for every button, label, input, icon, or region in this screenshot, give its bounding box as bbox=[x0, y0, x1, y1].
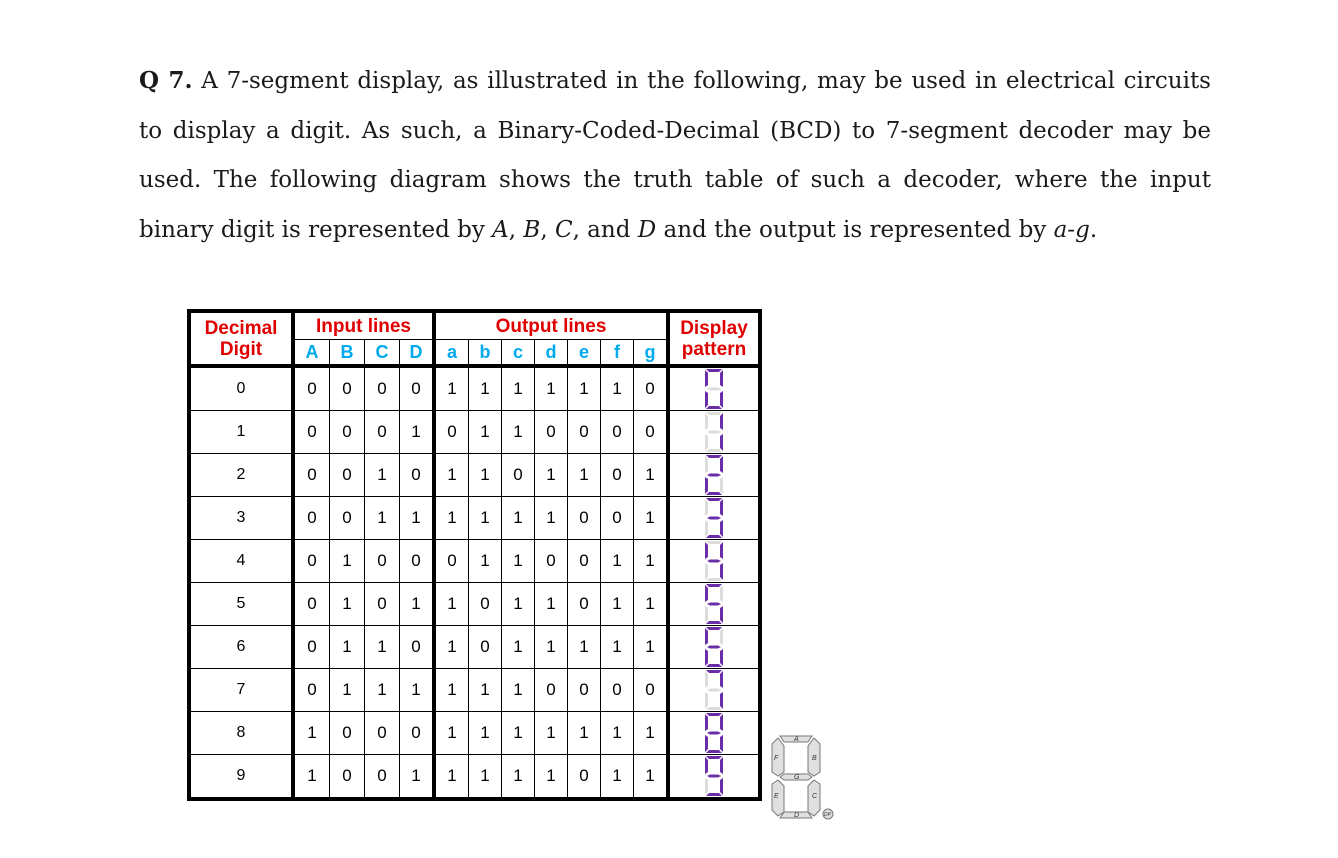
input-cell-A: 1 bbox=[293, 755, 330, 800]
segment-f bbox=[705, 499, 708, 516]
input-cell-C: 0 bbox=[365, 755, 400, 800]
output-cell-g: 1 bbox=[634, 454, 669, 497]
output-col-b: b bbox=[469, 340, 502, 367]
segment-f bbox=[705, 585, 708, 602]
var-c: C bbox=[554, 216, 573, 243]
output-cell-b: 1 bbox=[469, 540, 502, 583]
table-row bbox=[189, 626, 760, 669]
segment-a bbox=[706, 412, 722, 415]
output-cell-e: 0 bbox=[568, 583, 601, 626]
display-pattern-cell bbox=[668, 712, 760, 755]
output-cell-e: 1 bbox=[568, 626, 601, 669]
question-line2: to display a digit. As such, a Binary-Coded-Decimal (BCD) to 7-segment decoder may be bbox=[139, 117, 1211, 144]
var-b: B bbox=[523, 216, 541, 243]
table-row bbox=[189, 497, 760, 540]
input-cell-A: 0 bbox=[293, 454, 330, 497]
table-row bbox=[189, 755, 760, 800]
output-cell-f: 1 bbox=[601, 712, 634, 755]
output-cell-d: 1 bbox=[535, 755, 568, 800]
segment-f bbox=[705, 671, 708, 688]
output-cell-e: 1 bbox=[568, 712, 601, 755]
input-cell-D: 0 bbox=[400, 626, 435, 669]
segment-d bbox=[706, 621, 722, 624]
output-cell-c: 0 bbox=[502, 454, 535, 497]
display-pattern-cell bbox=[668, 626, 760, 669]
segment-b bbox=[720, 413, 723, 430]
output-cell-c: 1 bbox=[502, 583, 535, 626]
output-cell-d: 0 bbox=[535, 540, 568, 583]
segment-b bbox=[720, 542, 723, 559]
segment-e bbox=[705, 778, 708, 795]
input-cell-B: 0 bbox=[330, 454, 365, 497]
segment-e bbox=[705, 477, 708, 494]
input-cell-B: 1 bbox=[330, 669, 365, 712]
seven-segment-digit-icon bbox=[703, 368, 725, 410]
question-number: Q 7. bbox=[139, 67, 193, 94]
segment-e bbox=[705, 692, 708, 709]
segment-g bbox=[707, 517, 721, 520]
segment-c bbox=[720, 692, 723, 709]
output-col-a: a bbox=[434, 340, 469, 367]
input-cell-A: 0 bbox=[293, 540, 330, 583]
segment-a bbox=[706, 541, 722, 544]
output-cell-g: 1 bbox=[634, 583, 669, 626]
header-display-pattern: Display pattern bbox=[668, 311, 760, 366]
segment-c bbox=[720, 391, 723, 408]
input-cell-C: 0 bbox=[365, 583, 400, 626]
decimal-digit-cell: 1 bbox=[189, 411, 293, 454]
output-cell-d: 1 bbox=[535, 454, 568, 497]
input-cell-A: 1 bbox=[293, 712, 330, 755]
display-pattern-cell bbox=[668, 669, 760, 712]
input-cell-D: 1 bbox=[400, 755, 435, 800]
ref-label-a: A bbox=[794, 736, 799, 743]
decimal-digit-cell: 4 bbox=[189, 540, 293, 583]
input-cell-A: 0 bbox=[293, 497, 330, 540]
var-a: A bbox=[492, 216, 509, 243]
segment-f bbox=[705, 714, 708, 731]
segment-c bbox=[720, 649, 723, 666]
decimal-digit-cell: 8 bbox=[189, 712, 293, 755]
display-pattern-cell bbox=[668, 583, 760, 626]
output-cell-a: 1 bbox=[434, 712, 469, 755]
segment-b bbox=[720, 585, 723, 602]
input-col-D: D bbox=[400, 340, 435, 367]
input-cell-D: 1 bbox=[400, 411, 435, 454]
output-cell-f: 1 bbox=[601, 626, 634, 669]
segment-b bbox=[720, 456, 723, 473]
segment-c bbox=[720, 520, 723, 537]
ref-label-f: F bbox=[774, 755, 779, 762]
segment-d bbox=[706, 750, 722, 753]
segment-d bbox=[706, 664, 722, 667]
output-cell-g: 1 bbox=[634, 712, 669, 755]
question-text bbox=[139, 56, 1211, 255]
output-cell-b: 1 bbox=[469, 669, 502, 712]
input-cell-A: 0 bbox=[293, 583, 330, 626]
segment-c bbox=[720, 778, 723, 795]
table-row bbox=[189, 411, 760, 454]
display-pattern-cell bbox=[668, 454, 760, 497]
output-cell-c: 1 bbox=[502, 712, 535, 755]
segment-d bbox=[706, 449, 722, 452]
ref-label-c: C bbox=[812, 793, 818, 800]
segment-f bbox=[705, 628, 708, 645]
output-cell-e: 0 bbox=[568, 755, 601, 800]
output-cell-d: 0 bbox=[535, 411, 568, 454]
input-cell-B: 0 bbox=[330, 411, 365, 454]
segment-g bbox=[707, 646, 721, 649]
input-cell-B: 0 bbox=[330, 712, 365, 755]
output-cell-e: 0 bbox=[568, 669, 601, 712]
input-cell-D: 0 bbox=[400, 454, 435, 497]
decimal-digit-cell: 3 bbox=[189, 497, 293, 540]
segment-f bbox=[705, 413, 708, 430]
input-col-A: A bbox=[293, 340, 330, 367]
output-cell-c: 1 bbox=[502, 540, 535, 583]
var-ag: a-g bbox=[1053, 216, 1090, 243]
segment-g bbox=[707, 775, 721, 778]
decimal-digit-cell: 7 bbox=[189, 669, 293, 712]
decimal-digit-cell: 0 bbox=[189, 366, 293, 411]
seven-segment-digit-icon bbox=[703, 583, 725, 625]
segment-c bbox=[720, 735, 723, 752]
decimal-digit-cell: 6 bbox=[189, 626, 293, 669]
sep: . bbox=[1089, 216, 1098, 243]
output-cell-a: 1 bbox=[434, 755, 469, 800]
question-line4a: digit is represented by bbox=[220, 216, 493, 243]
segment-a bbox=[706, 498, 722, 501]
output-cell-e: 1 bbox=[568, 454, 601, 497]
seven-segment-reference-diagram bbox=[768, 732, 838, 822]
segment-f bbox=[705, 542, 708, 559]
segment-d bbox=[706, 535, 722, 538]
seven-segment-digit-icon bbox=[703, 712, 725, 754]
output-cell-f: 0 bbox=[601, 669, 634, 712]
output-col-d: d bbox=[535, 340, 568, 367]
input-cell-C: 0 bbox=[365, 411, 400, 454]
output-cell-a: 1 bbox=[434, 454, 469, 497]
output-cell-f: 0 bbox=[601, 454, 634, 497]
input-cell-D: 1 bbox=[400, 669, 435, 712]
question-line3: used. The following diagram shows the truth table of such a decoder, where the input binary bbox=[139, 167, 1211, 243]
segment-b bbox=[720, 714, 723, 731]
var-d: D bbox=[637, 216, 657, 243]
output-cell-a: 0 bbox=[434, 411, 469, 454]
segment-b bbox=[720, 757, 723, 774]
decimal-digit-cell: 5 bbox=[189, 583, 293, 626]
sep: , and bbox=[572, 216, 638, 243]
output-cell-c: 1 bbox=[502, 669, 535, 712]
output-cell-a: 1 bbox=[434, 583, 469, 626]
decimal-digit-cell: 9 bbox=[189, 755, 293, 800]
segment-c bbox=[720, 606, 723, 623]
seven-segment-digit-icon bbox=[703, 626, 725, 668]
input-cell-B: 0 bbox=[330, 366, 365, 411]
table-row bbox=[189, 366, 760, 411]
output-cell-a: 1 bbox=[434, 626, 469, 669]
output-cell-d: 1 bbox=[535, 366, 568, 411]
header-input-lines: Input lines bbox=[293, 311, 434, 340]
header-decimal-digit: Decimal Digit bbox=[189, 311, 293, 366]
input-cell-B: 1 bbox=[330, 626, 365, 669]
segment-f bbox=[705, 757, 708, 774]
output-cell-c: 1 bbox=[502, 626, 535, 669]
input-cell-B: 1 bbox=[330, 540, 365, 583]
input-cell-A: 0 bbox=[293, 366, 330, 411]
segment-d bbox=[706, 406, 722, 409]
segment-d bbox=[706, 707, 722, 710]
output-cell-g: 1 bbox=[634, 755, 669, 800]
output-cell-g: 0 bbox=[634, 411, 669, 454]
segment-g bbox=[707, 560, 721, 563]
table-row bbox=[189, 669, 760, 712]
decimal-digit-cell: 2 bbox=[189, 454, 293, 497]
output-cell-g: 1 bbox=[634, 497, 669, 540]
segment-d bbox=[706, 578, 722, 581]
input-cell-D: 0 bbox=[400, 712, 435, 755]
ref-label-b: B bbox=[812, 755, 817, 762]
output-col-c: c bbox=[502, 340, 535, 367]
segment-g bbox=[707, 732, 721, 735]
output-col-e: e bbox=[568, 340, 601, 367]
segment-f bbox=[705, 456, 708, 473]
segment-c bbox=[720, 477, 723, 494]
segment-e bbox=[705, 520, 708, 537]
segment-b bbox=[720, 370, 723, 387]
ref-label-dp: DP bbox=[824, 812, 831, 818]
display-pattern-cell bbox=[668, 755, 760, 800]
ref-label-g: G bbox=[794, 774, 800, 781]
input-cell-C: 0 bbox=[365, 712, 400, 755]
output-cell-a: 1 bbox=[434, 366, 469, 411]
truth-table bbox=[187, 309, 762, 801]
segment-c bbox=[720, 434, 723, 451]
input-col-C: C bbox=[365, 340, 400, 367]
input-cell-A: 0 bbox=[293, 411, 330, 454]
input-cell-C: 1 bbox=[365, 669, 400, 712]
seven-segment-digit-icon bbox=[703, 540, 725, 582]
output-cell-e: 0 bbox=[568, 497, 601, 540]
seven-segment-digit-icon bbox=[703, 497, 725, 539]
output-cell-g: 0 bbox=[634, 366, 669, 411]
segment-a bbox=[706, 584, 722, 587]
output-cell-d: 1 bbox=[535, 583, 568, 626]
output-cell-c: 1 bbox=[502, 366, 535, 411]
output-cell-f: 1 bbox=[601, 366, 634, 411]
output-cell-f: 0 bbox=[601, 497, 634, 540]
output-cell-b: 1 bbox=[469, 712, 502, 755]
ref-label-d: D bbox=[794, 812, 800, 819]
output-cell-e: 0 bbox=[568, 540, 601, 583]
output-cell-e: 0 bbox=[568, 411, 601, 454]
output-cell-f: 1 bbox=[601, 755, 634, 800]
output-cell-g: 1 bbox=[634, 540, 669, 583]
input-cell-A: 0 bbox=[293, 626, 330, 669]
segment-g bbox=[707, 474, 721, 477]
input-cell-D: 1 bbox=[400, 583, 435, 626]
segment-g bbox=[707, 431, 721, 434]
output-cell-a: 1 bbox=[434, 669, 469, 712]
segment-e bbox=[705, 563, 708, 580]
segment-a bbox=[706, 670, 722, 673]
header-output-lines: Output lines bbox=[434, 311, 668, 340]
output-cell-g: 1 bbox=[634, 626, 669, 669]
output-cell-g: 0 bbox=[634, 669, 669, 712]
sep: , bbox=[508, 216, 524, 243]
input-cell-C: 1 bbox=[365, 454, 400, 497]
seven-segment-digit-icon bbox=[703, 755, 725, 797]
output-cell-a: 0 bbox=[434, 540, 469, 583]
output-cell-b: 1 bbox=[469, 755, 502, 800]
segment-e bbox=[705, 735, 708, 752]
output-cell-b: 1 bbox=[469, 497, 502, 540]
display-pattern-cell bbox=[668, 411, 760, 454]
segment-a bbox=[706, 455, 722, 458]
segment-d bbox=[706, 492, 722, 495]
input-cell-C: 0 bbox=[365, 366, 400, 411]
question-line1: A 7-segment display, as illustrated in the following, may be used in electrical circuits bbox=[201, 68, 1211, 94]
output-cell-c: 1 bbox=[502, 755, 535, 800]
input-cell-D: 1 bbox=[400, 497, 435, 540]
sep: , bbox=[540, 216, 555, 243]
table-row bbox=[189, 712, 760, 755]
segment-f bbox=[705, 370, 708, 387]
table-row bbox=[189, 583, 760, 626]
segment-a bbox=[706, 756, 722, 759]
display-pattern-cell bbox=[668, 540, 760, 583]
input-cell-B: 0 bbox=[330, 497, 365, 540]
seven-segment-digit-icon bbox=[703, 411, 725, 453]
output-cell-d: 1 bbox=[535, 626, 568, 669]
output-col-g: g bbox=[634, 340, 669, 367]
segment-a bbox=[706, 713, 722, 716]
output-cell-d: 1 bbox=[535, 497, 568, 540]
output-cell-c: 1 bbox=[502, 497, 535, 540]
ref-label-e: E bbox=[774, 793, 779, 800]
output-col-f: f bbox=[601, 340, 634, 367]
input-col-B: B bbox=[330, 340, 365, 367]
segment-e bbox=[705, 606, 708, 623]
segment-b bbox=[720, 671, 723, 688]
output-cell-b: 1 bbox=[469, 454, 502, 497]
segment-g bbox=[707, 603, 721, 606]
segment-b bbox=[720, 499, 723, 516]
table-row bbox=[189, 454, 760, 497]
output-cell-f: 0 bbox=[601, 411, 634, 454]
segment-a bbox=[706, 369, 722, 372]
segment-d bbox=[706, 793, 722, 796]
input-cell-D: 0 bbox=[400, 366, 435, 411]
output-cell-b: 1 bbox=[469, 411, 502, 454]
segment-c bbox=[720, 563, 723, 580]
output-cell-b: 0 bbox=[469, 583, 502, 626]
segment-e bbox=[705, 649, 708, 666]
output-cell-b: 1 bbox=[469, 366, 502, 411]
segment-a bbox=[706, 627, 722, 630]
output-cell-d: 0 bbox=[535, 669, 568, 712]
output-cell-d: 1 bbox=[535, 712, 568, 755]
output-cell-c: 1 bbox=[502, 411, 535, 454]
output-cell-a: 1 bbox=[434, 497, 469, 540]
display-pattern-cell bbox=[668, 497, 760, 540]
segment-b bbox=[720, 628, 723, 645]
output-cell-f: 1 bbox=[601, 540, 634, 583]
seven-segment-digit-icon bbox=[703, 669, 725, 711]
display-pattern-cell bbox=[668, 366, 760, 411]
segment-e bbox=[705, 434, 708, 451]
input-cell-B: 0 bbox=[330, 755, 365, 800]
output-cell-b: 0 bbox=[469, 626, 502, 669]
input-cell-C: 1 bbox=[365, 626, 400, 669]
input-cell-C: 0 bbox=[365, 540, 400, 583]
input-cell-B: 1 bbox=[330, 583, 365, 626]
output-cell-e: 1 bbox=[568, 366, 601, 411]
segment-e bbox=[705, 391, 708, 408]
seven-segment-digit-icon bbox=[703, 454, 725, 496]
segment-g bbox=[707, 689, 721, 692]
segment-g bbox=[707, 388, 721, 391]
input-cell-C: 1 bbox=[365, 497, 400, 540]
input-cell-A: 0 bbox=[293, 669, 330, 712]
question-line4b: and the output is represented by bbox=[656, 216, 1054, 243]
table-row bbox=[189, 540, 760, 583]
output-cell-f: 1 bbox=[601, 583, 634, 626]
input-cell-D: 0 bbox=[400, 540, 435, 583]
